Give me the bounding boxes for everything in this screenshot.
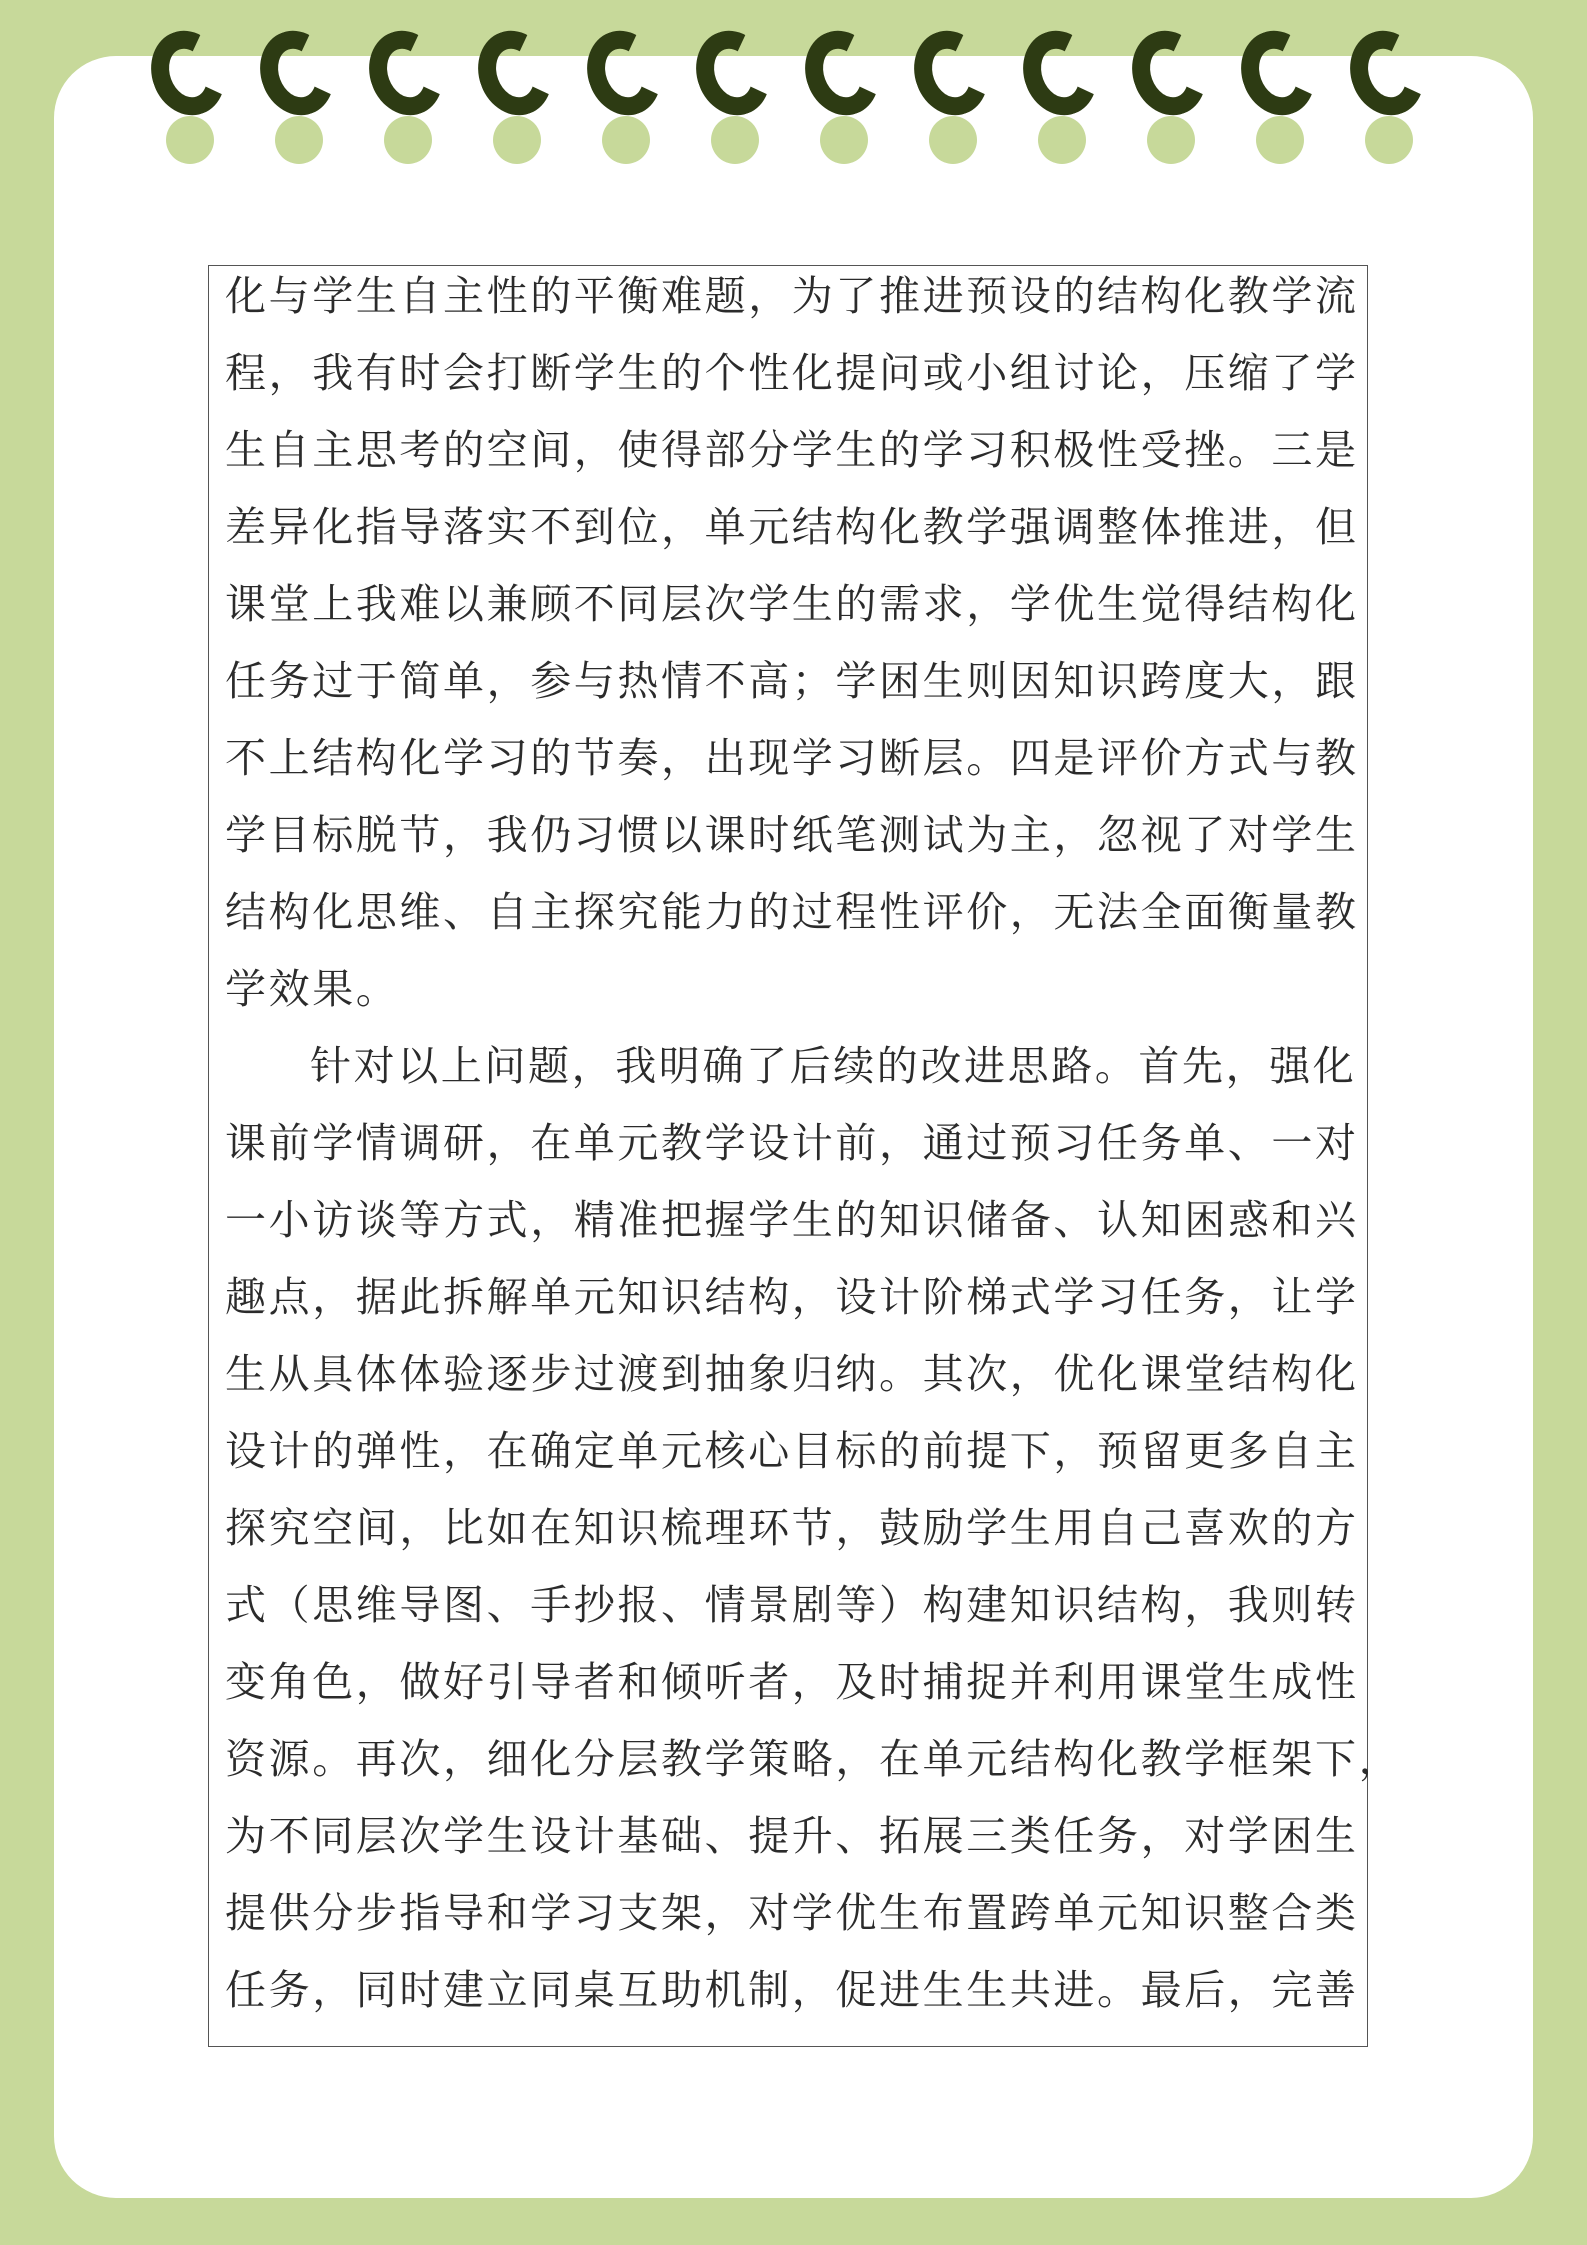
- paragraph-start-line: 针对以上问题，我明确了后续的改进思路。首先，强化: [310, 1042, 1357, 1090]
- text-line: 任务，同时建立同桌互助机制，促进生生共进。最后，完善: [225, 1966, 1359, 2014]
- text-line: 学效果。: [225, 965, 400, 1013]
- binding-ring: [907, 28, 991, 168]
- text-line: 化与学生自主性的平衡难题，为了推进预设的结构化教学流: [225, 272, 1359, 320]
- binding-ring: [689, 28, 773, 168]
- text-line: 为不同层次学生设计基础、提升、拓展三类任务，对学困生: [225, 1812, 1359, 1860]
- text-frame: [208, 265, 1403, 2047]
- binding-ring: [253, 28, 337, 168]
- text-line: 课堂上我难以兼顾不同层次学生的需求，学优生觉得结构化: [225, 580, 1359, 628]
- text-line: 学目标脱节，我仍习惯以课时纸笔测试为主，忽视了对学生: [225, 811, 1359, 859]
- text-line: 一小访谈等方式，精准把握学生的知识储备、认知困惑和兴: [225, 1196, 1359, 1244]
- text-line: 探究空间，比如在知识梳理环节，鼓励学生用自己喜欢的方: [225, 1504, 1359, 1552]
- text-line: 式（思维导图、手抄报、情景剧等）构建知识结构，我则转: [225, 1581, 1359, 1629]
- binding-ring: [1125, 28, 1209, 168]
- binding-ring: [1343, 28, 1427, 168]
- binding-ring: [362, 28, 446, 168]
- text-line: 设计的弹性，在确定单元核心目标的前提下，预留更多自主: [225, 1427, 1359, 1475]
- text-line: 任务过于简单，参与热情不高；学困生则因知识跨度大，跟: [225, 657, 1359, 705]
- text-line: 课前学情调研，在单元教学设计前，通过预习任务单、一对: [225, 1119, 1359, 1167]
- text-line: 资源。再次，细化分层教学策略，在单元结构化教学框架下，: [225, 1735, 1403, 1783]
- text-line: 生自主思考的空间，使得部分学生的学习积极性受挫。三是: [225, 426, 1359, 474]
- text-line: 趣点，据此拆解单元知识结构，设计阶梯式学习任务，让学: [225, 1273, 1359, 1321]
- text-line: 不上结构化学习的节奏，出现学习断层。四是评价方式与教: [225, 734, 1359, 782]
- binding-ring: [1016, 28, 1100, 168]
- binding-ring: [471, 28, 555, 168]
- text-line: 差异化指导落实不到位，单元结构化教学强调整体推进，但: [225, 503, 1359, 551]
- binding-ring: [798, 28, 882, 168]
- text-line: 变角色，做好引导者和倾听者，及时捕捉并利用课堂生成性: [225, 1658, 1359, 1706]
- text-line: 结构化思维、自主探究能力的过程性评价，无法全面衡量教: [225, 888, 1359, 936]
- text-line: 生从具体体验逐步过渡到抽象归纳。其次，优化课堂结构化: [225, 1350, 1359, 1398]
- text-line: 提供分步指导和学习支架，对学优生布置跨单元知识整合类: [225, 1889, 1359, 1937]
- binding-ring: [144, 28, 228, 168]
- text-line: 程，我有时会打断学生的个性化提问或小组讨论，压缩了学: [225, 349, 1359, 397]
- binding-ring: [580, 28, 664, 168]
- binding-ring: [1234, 28, 1318, 168]
- spiral-binding: [0, 0, 1587, 170]
